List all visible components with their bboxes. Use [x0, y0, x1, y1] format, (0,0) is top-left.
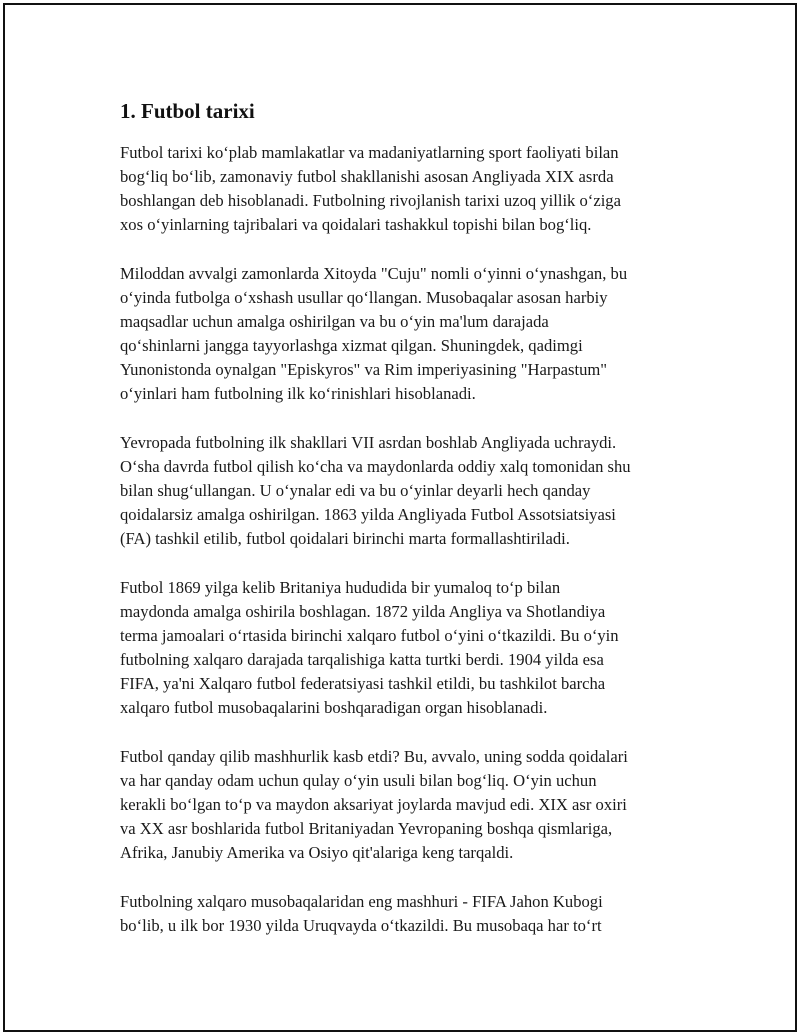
text-line: FIFA, ya'ni Xalqaro futbol federatsiyasi tashkil etildi, bu tashkilot barcha — [120, 674, 606, 693]
text-line: bilan shugʻullangan. U oʻynalar edi va bu oʻyinlar deyarli hech qanday — [120, 481, 591, 500]
text-line: maydonda amalga oshirila boshlagan. 1872 yilda Angliya va Shotlandiya — [120, 602, 606, 621]
paragraph-ancient-origins — [120, 262, 695, 406]
paragraph-europe — [120, 431, 695, 551]
section-heading: 1. Futbol tarixi — [120, 99, 255, 123]
document-body — [120, 97, 695, 963]
text-line: Futbol tarixi koʻplab mamlakatlar va madaniyatlarning sport faoliyati bilan — [120, 143, 619, 162]
text-line: Miloddan avvalgi zamonlarda Xitoyda "Cuju" nomli oʻyinni oʻynashgan, bu — [120, 264, 628, 283]
text-line: oʻyinlari ham futbolning ilk koʻrinishlari hisoblanadi. — [120, 384, 476, 403]
paragraph-world-cup — [120, 890, 695, 938]
text-line: va XX asr boshlarida futbol Britaniyadan Yevropaning boshqa qismlariga, — [120, 819, 613, 838]
paragraph-popularity — [120, 745, 695, 865]
text-line: oʻyinda futbolga oʻxshash usullar qoʻllangan. Musobaqalar asosan harbiy — [120, 288, 608, 307]
text-line: terma jamoalari oʻrtasida birinchi xalqaro futbol oʻyini oʻtkazildi. Bu oʻyin — [120, 626, 619, 645]
text-line: Afrika, Janubiy Amerika va Osiyo qit'alariga keng tarqaldi. — [120, 843, 514, 862]
text-line: boʻlib, u ilk bor 1930 yilda Uruqvayda oʻtkazildi. Bu musobaqa har toʻrt — [120, 916, 602, 935]
text-line: kerakli boʻlgan toʻp va maydon aksariyat joylarda mavjud edi. XIX asr oxiri — [120, 795, 627, 814]
text-line: xos oʻyinlarning tajribalari va qoidalari tashakkul topishi bilan bogʻliq. — [120, 215, 592, 234]
text-line: qoidalarsiz amalga oshirilgan. 1863 yilda Angliyada Futbol Assotsiatsiyasi — [120, 505, 616, 524]
text-line: Yunonistonda oynalgan "Episkyros" va Rim imperiyasining "Harpastum" — [120, 360, 608, 379]
paragraph-international — [120, 576, 695, 720]
text-line: bogʻliq boʻlib, zamonaviy futbol shakllanishi asosan Angliyada XIX asrda — [120, 167, 614, 186]
paragraph-intro — [120, 141, 695, 237]
text-line: Futbolning xalqaro musobaqalaridan eng mashhuri - FIFA Jahon Kubogi — [120, 892, 603, 911]
text-line: Futbol 1869 yilga kelib Britaniya hududida bir yumaloq toʻp bilan — [120, 578, 561, 597]
page-border — [3, 3, 797, 1032]
text-line: maqsadlar uchun amalga oshirilgan va bu oʻyin ma'lum darajada — [120, 312, 549, 331]
text-line: Oʻsha davrda futbol qilish koʻcha va maydonlarda oddiy xalq tomonidan shu — [120, 457, 631, 476]
text-line: qoʻshinlarni jangga tayyorlashga xizmat qilgan. Shuningdek, qadimgi — [120, 336, 583, 355]
text-line: Yevropada futbolning ilk shakllari VII asrdan boshlab Angliyada uchraydi. — [120, 433, 617, 452]
text-line: Futbol qanday qilib mashhurlik kasb etdi? Bu, avvalo, uning sodda qoidalari — [120, 747, 628, 766]
text-line: xalqaro futbol musobaqalarini boshqaradigan organ hisoblanadi. — [120, 698, 548, 717]
text-line: futbolning xalqaro darajada tarqalishiga katta turtki berdi. 1904 yilda esa — [120, 650, 604, 669]
text-line: (FA) tashkil etilib, futbol qoidalari birinchi marta formallashtiriladi. — [120, 529, 570, 548]
text-line: boshlangan deb hisoblanadi. Futbolning rivojlanish tarixi uzoq yillik oʻziga — [120, 191, 621, 210]
text-line: va har qanday odam uchun qulay oʻyin usuli bilan bogʻliq. Oʻyin uchun — [120, 771, 597, 790]
